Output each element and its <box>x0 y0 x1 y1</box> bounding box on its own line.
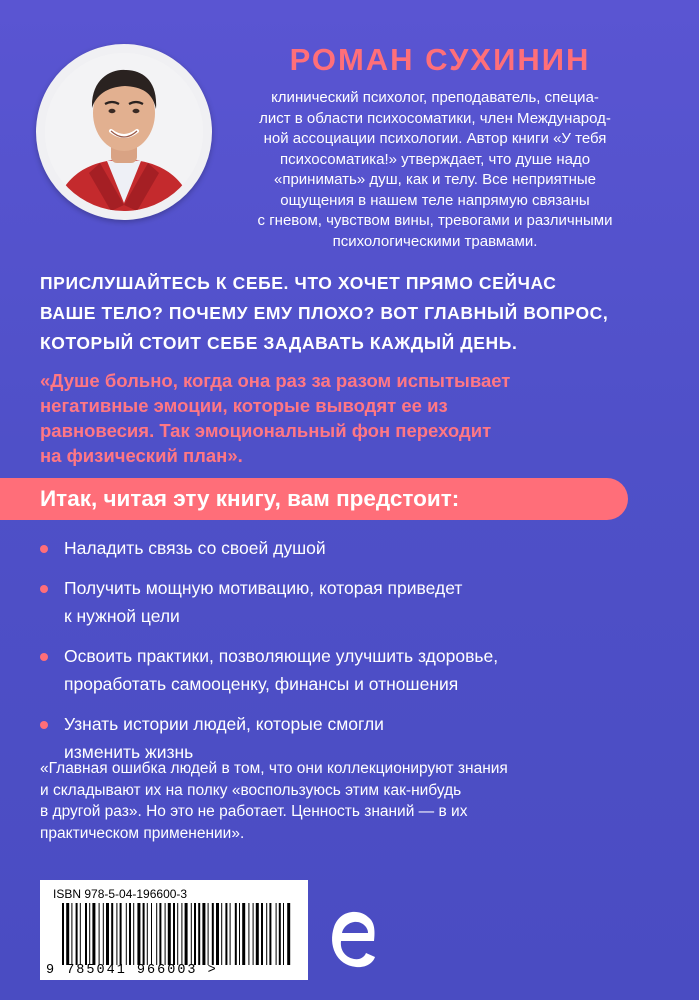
list-item-line: изменить жизнь <box>64 742 194 762</box>
caps-line: КОТОРЫЙ СТОИТ СЕБЕ ЗАДАВАТЬ КАЖДЫЙ ДЕНЬ. <box>40 333 518 353</box>
author-bio <box>200 88 670 252</box>
closing-quote-line: практическом применении». <box>40 824 245 842</box>
bio-line: ощущения в нашем теле напрямую связаны <box>280 191 590 209</box>
bio-line: психологическими травмами. <box>332 232 538 250</box>
closing-quote-line: в другой раз». Но это не работает. Ценность знаний — в их <box>40 803 468 820</box>
quote-line: негативные эмоции, которые выводят ее из <box>40 395 448 416</box>
list-item-line: к нужной цели <box>64 606 180 626</box>
bullet-dot-icon <box>40 653 48 661</box>
bio-line: ной ассоциации психологии. Автор книги «У тебя <box>263 130 607 147</box>
author-photo <box>45 53 203 211</box>
list-item <box>40 642 680 698</box>
bullet-dot-icon <box>40 545 48 553</box>
list-item <box>40 574 680 630</box>
benefits-list <box>40 534 680 778</box>
barcode-icon <box>60 903 296 965</box>
closing-quote-line: и складывают их на полку «воспользуюсь этим как-нибудь <box>40 781 462 799</box>
ean-digits: 9 785041 966003 > <box>46 963 218 978</box>
bio-line: «принимать» душ, как и телу. Все неприятные <box>273 171 597 188</box>
highlight-quote <box>40 368 670 468</box>
bio-line: клинический психолог, преподаватель, специа- <box>271 89 599 106</box>
bullet-dot-icon <box>40 721 48 729</box>
list-item-line: Узнать истории людей, которые смогли <box>64 714 384 734</box>
list-item-line: проработать самооценку, финансы и отношения <box>64 674 459 694</box>
list-item-line: Получить мощную мотивацию, которая приведет <box>64 578 463 598</box>
caps-line: ВАШЕ ТЕЛО? ПОЧЕМУ ЕМУ ПЛОХО? ВОТ ГЛАВНЫЙ ВОПРОС, <box>40 303 609 323</box>
closing-quote <box>40 758 670 844</box>
bullet-dot-icon <box>40 585 48 593</box>
bio-line: психосоматика!» утверждает, что душе надо <box>279 150 591 168</box>
caps-callout <box>40 268 670 358</box>
publisher-logo-icon <box>328 905 378 971</box>
quote-line: «Душе больно, когда она раз за разом испытывает <box>40 370 511 391</box>
quote-line: равновесия. Так эмоциональный фон переходит <box>40 420 492 441</box>
quote-line: на физический план». <box>40 445 243 466</box>
bio-line: с гневом, чувством вины, тревогами и различными <box>257 212 613 229</box>
caps-line: ПРИСЛУШАЙТЕСЬ К СЕБЕ. ЧТО ХОЧЕТ ПРЯМО СЕЙЧАС <box>40 273 557 293</box>
list-item <box>40 534 680 562</box>
author-name: РОМАН СУХИНИН <box>289 42 591 77</box>
list-item-line: Освоить практики, позволяющие улучшить здоровье, <box>64 646 499 666</box>
bio-line: лист в области психосоматики, член Международ- <box>259 109 611 127</box>
list-item-line: Наладить связь со своей душой <box>64 538 326 558</box>
benefits-banner-text: Итак, читая эту книгу, вам предстоит: <box>40 486 460 511</box>
closing-quote-line: «Главная ошибка людей в том, что они коллекционируют знания <box>40 760 508 777</box>
isbn-label: ISBN 978-5-04-196600-3 <box>53 887 188 901</box>
